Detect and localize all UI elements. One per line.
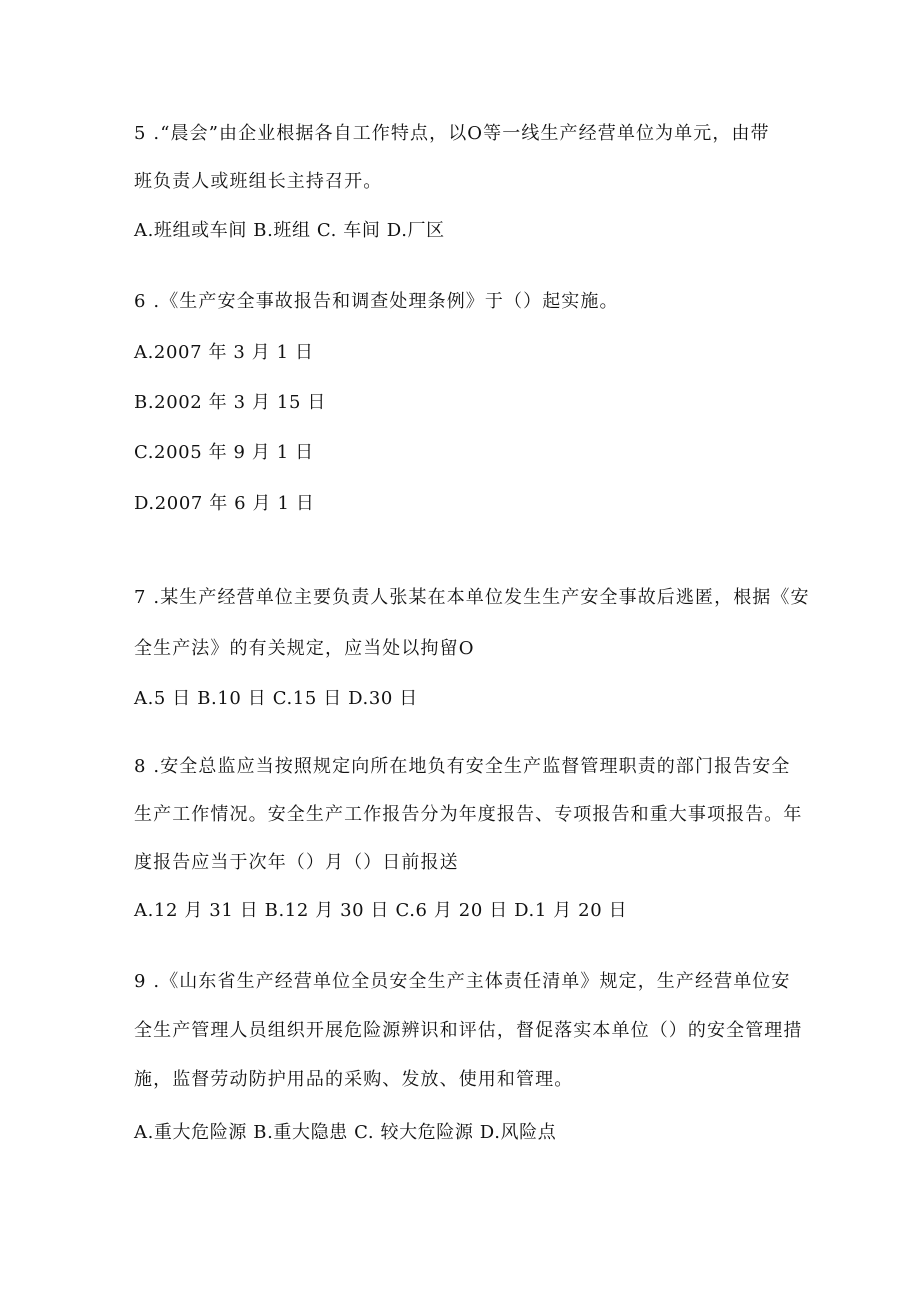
question-6-option-c: C.2005 年 9 月 1 日 <box>134 442 314 463</box>
question-8-line-2: 生产工作情况。安全生产工作报告分为年度报告、专项报告和重大事项报告。年 <box>134 804 803 825</box>
question-7-options: A.5 日 B.10 日 C.15 日 D.30 日 <box>134 688 418 709</box>
question-5-line-1: 5 .“晨会”由企业根据各自工作特点，以O等一线生产经营单位为单元，由带 <box>134 123 770 144</box>
question-8-options: A.12 月 31 日 B.12 月 30 日 C.6 月 20 日 D.1 月 20 日 <box>134 900 628 921</box>
question-5-line-2: 班负责人或班组长主持召开。 <box>134 171 383 192</box>
question-8-line-1: 8 .安全总监应当按照规定向所在地负有安全生产监督管理职责的部门报告安全 <box>134 756 791 777</box>
question-7-line-1: 7 .某生产经营单位主要负责人张某在本单位发生生产安全事故后逃匿，根据《安 <box>134 587 810 608</box>
question-6-option-a: A.2007 年 3 月 1 日 <box>134 342 314 363</box>
question-7-line-2: 全生产法》的有关规定，应当处以拘留O <box>134 638 475 659</box>
question-5-options: A.班组或车间 B.班组 C. 车间 D.厂区 <box>134 220 445 241</box>
question-9-line-3: 施，监督劳动防护用品的采购、发放、使用和管理。 <box>134 1069 574 1090</box>
question-9-line-2: 全生产管理人员组织开展危险源辨识和评估，督促落实本单位（）的安全管理措 <box>134 1020 803 1041</box>
question-9-options: A.重大危险源 B.重大隐患 C. 较大危险源 D.风险点 <box>134 1122 557 1143</box>
question-8-line-3: 度报告应当于次年（）月（）日前报送 <box>134 852 459 873</box>
question-6-option-d: D.2007 年 6 月 1 日 <box>134 493 315 514</box>
question-9-line-1: 9 .《山东省生产经营单位全员安全生产主体责任清单》规定，生产经营单位安 <box>134 971 791 992</box>
question-6-line-1: 6 .《生产安全事故报告和调查处理条例》于（）起实施。 <box>134 291 619 312</box>
question-6-option-b: B.2002 年 3 月 15 日 <box>134 392 326 413</box>
